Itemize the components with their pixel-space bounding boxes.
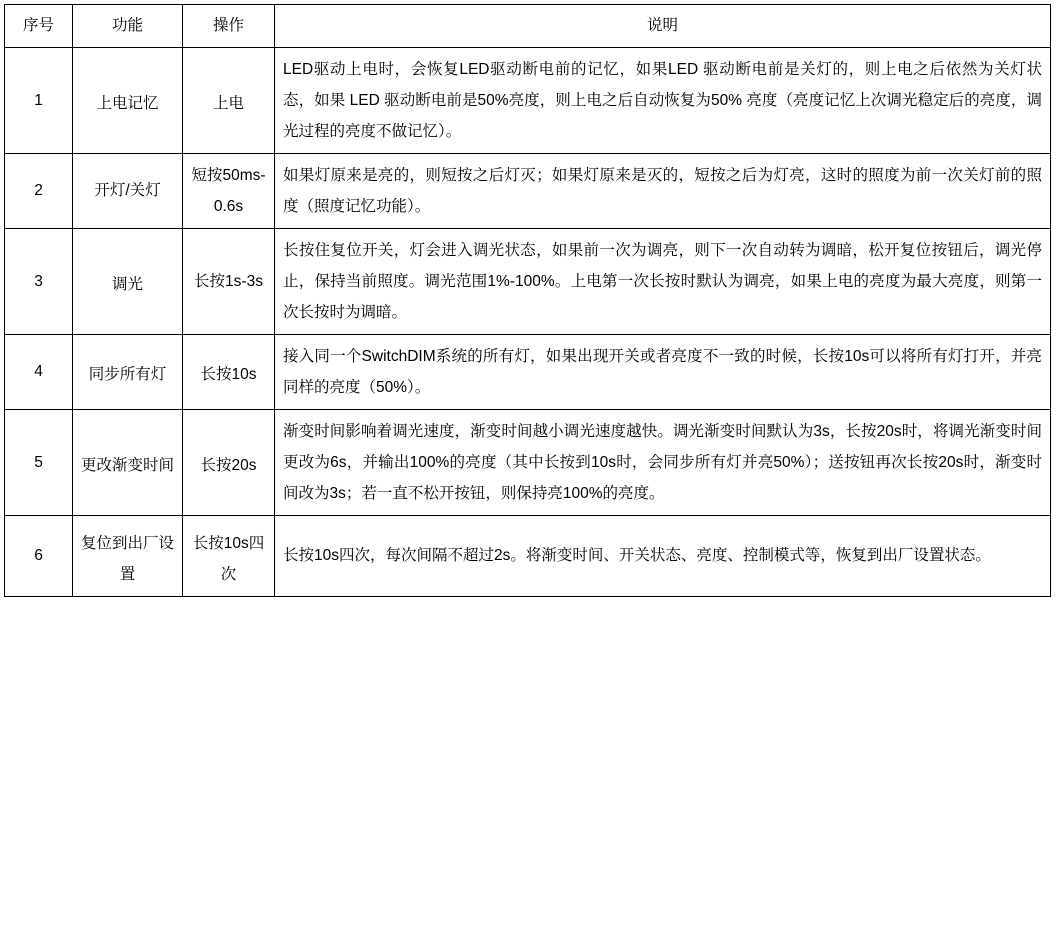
table-row [5,515,1051,596]
cell-description: 长按住复位开关，灯会进入调光状态，如果前一次为调亮，则下一次自动转为调暗，松开复位按钮后，调光停止，保持当前照度。调光范围1%-100%。上电第一次长按时默认为调亮，如果上电的亮度为最大亮度，则第一次长按时为调暗。 [275,228,1051,334]
cell-description: 如果灯原来是亮的，则短按之后灯灭；如果灯原来是灭的，短按之后为灯亮，这时的照度为前一次关灯前的照度（照度记忆功能）。 [275,153,1051,228]
cell-index: 4 [5,334,73,409]
cell-function: 调光 [73,228,183,334]
cell-operation: 长按10s [183,334,275,409]
column-header-function: 功能 [73,5,183,48]
cell-description: 渐变时间影响着调光速度，渐变时间越小调光速度越快。调光渐变时间默认为3s，长按20s时，将调光渐变时间更改为6s，并输出100%的亮度（其中长按到10s时，会同步所有灯并亮50%）；送按钮再次长按20s时，渐变时间改为3s；若一直不松开按钮，则保持亮100%的亮度。 [275,409,1051,515]
cell-function: 开灯/关灯 [73,153,183,228]
function-spec-table [4,4,1051,597]
cell-function: 同步所有灯 [73,334,183,409]
cell-description: 长按10s四次，每次间隔不超过2s。将渐变时间、开关状态、亮度、控制模式等，恢复到出厂设置状态。 [275,515,1051,596]
cell-function: 更改渐变时间 [73,409,183,515]
column-header-index: 序号 [5,5,73,48]
cell-index: 6 [5,515,73,596]
cell-description: 接入同一个SwitchDIM系统的所有灯，如果出现开关或者亮度不一致的时候，长按10s可以将所有灯打开，并亮同样的亮度（50%）。 [275,334,1051,409]
column-header-description: 说明 [275,5,1051,48]
cell-description: LED驱动上电时，会恢复LED驱动断电前的记忆，如果LED 驱动断电前是关灯的，则上电之后依然为关灯状态，如果 LED 驱动断电前是50%亮度，则上电之后自动恢复为50% 亮度（亮度记忆上次调光稳定后的亮度，调光过程的亮度不做记忆）。 [275,47,1051,153]
cell-function: 复位到出厂设置 [73,515,183,596]
table-row [5,409,1051,515]
cell-operation: 长按10s四次 [183,515,275,596]
cell-index: 5 [5,409,73,515]
column-header-operation: 操作 [183,5,275,48]
table-header-row [5,5,1051,48]
cell-function: 上电记忆 [73,47,183,153]
cell-operation: 长按20s [183,409,275,515]
table-row [5,228,1051,334]
cell-index: 3 [5,228,73,334]
table-row [5,47,1051,153]
cell-index: 1 [5,47,73,153]
cell-operation: 短按50ms-0.6s [183,153,275,228]
cell-index: 2 [5,153,73,228]
cell-operation: 长按1s-3s [183,228,275,334]
cell-operation: 上电 [183,47,275,153]
table-row [5,334,1051,409]
table-row [5,153,1051,228]
